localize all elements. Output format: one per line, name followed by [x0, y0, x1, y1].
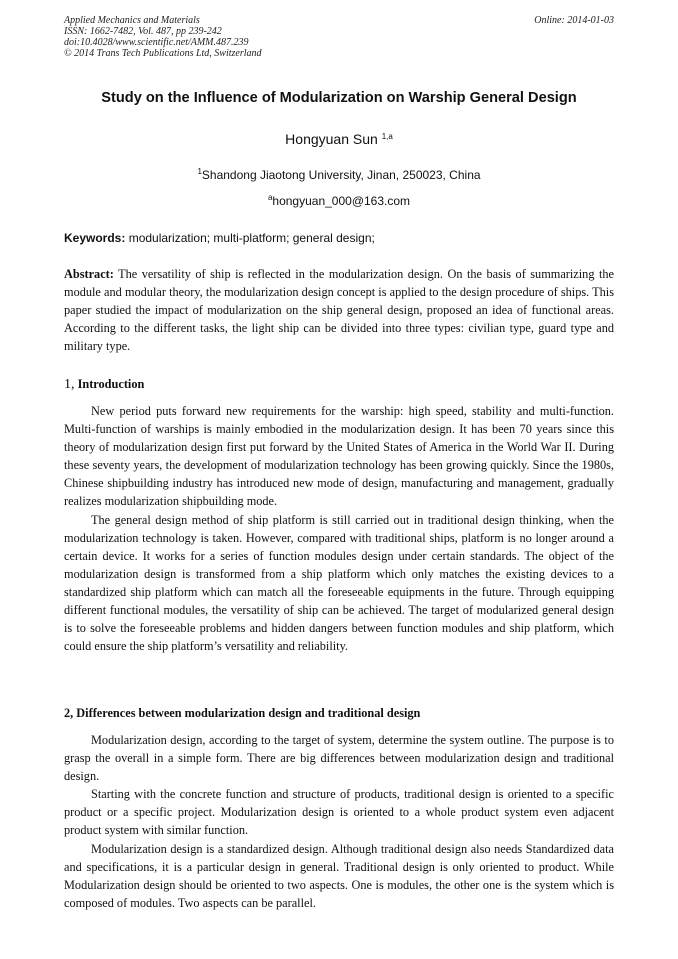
abstract-text: The versatility of ship is reflected in the modularization design. On the basis of summarizing the module and modular theory, the modularization design concept is applied to the design procedure of ships. This paper studied the impact of modularization on the ship general design, proposed an idea of functional areas. According to the different tasks, the light ship can be divided into three types: civilian type, guard type and military type.	[64, 267, 614, 354]
journal-name: Applied Mechanics and Materials	[64, 15, 200, 26]
section-2-body	[64, 731, 614, 912]
keywords-text: modularization; multi-platform; general design;	[128, 231, 375, 245]
author-marks: 1,a	[381, 132, 393, 141]
journal-issn: ISSN: 1662-7482, Vol. 487, pp 239-242	[64, 26, 222, 37]
journal-header	[64, 15, 262, 59]
author-name: Hongyuan Sun	[285, 131, 378, 147]
section-2-paragraph: Modularization design is a standardized design. Although traditional design also needs Standardized data and specifications, it is a particular design in general. Traditional design is only oriented to product. While Modularization design should be oriented to two aspects. One is modules, the other one is the system which is composed of modules. Two aspects can be parallel.	[64, 841, 614, 910]
email-line	[40, 193, 638, 208]
journal-doi[interactable]: doi:10.4028/www.scientific.net/AMM.487.239	[64, 37, 249, 48]
section-2-heading: 2, Differences between modularization design and traditional design	[64, 706, 421, 720]
abstract	[64, 265, 614, 355]
author-line	[40, 131, 638, 147]
section-1-heading	[64, 377, 144, 393]
journal-copyright: © 2014 Trans Tech Publications Ltd, Switzerland	[64, 48, 262, 59]
email-mark: a	[267, 193, 273, 202]
section-1-paragraph: New period puts forward new requirements for the warship: high speed, stability and multi-function. Multi-function of warships is mainly embodied in the modularization design. It has been 70 years since this theory of modularization design first put forward by the United States of America in the World War II. During these seventy years, the development of modularization technology has been growing quickly. Since the 1980s, Chinese shipbuilding industry has introduced new mode of design, manufacturing and management, gradually realizes modularization shipbuilding mode.	[64, 404, 614, 509]
online-date: Online: 2014-01-03	[534, 15, 614, 26]
section-1-number: 1,	[64, 377, 75, 392]
affiliation-line	[40, 167, 638, 182]
affiliation-mark: 1	[197, 167, 202, 176]
paper-title: Study on the Influence of Modularization on Warship General Design	[101, 90, 577, 106]
keywords-line	[64, 231, 616, 245]
email-address[interactable]: hongyuan_000@163.com	[272, 194, 411, 208]
section-1-paragraph: The general design method of ship platform is still carried out in traditional design thinking, when the modularization technology is taken. However, compared with traditional ships, platform is no longer around a certain device. It works for a series of function modules design under certain standards. The object of the modularization design is transformed from a ship platform which only matches the existing devices to a standardized ship platform which can match all the foreseeable equipments in the future. Through equipping different functional modules, the versatility of ship can be achieved. The target of modularized general design is to solve the foreseeable problems and hidden dangers between function modules and ship platform, which could ensure the ship platform’s versatility and reliability.	[64, 512, 614, 654]
section-1-body	[64, 402, 614, 655]
keywords-label: Keywords:	[64, 231, 126, 245]
section-2-paragraph: Starting with the concrete function and structure of products, traditional design is oriented to a specific product or a specific project. Modularization design is oriented to a whole product system even adjacent product system with similar function.	[64, 787, 614, 838]
section-1-title: Introduction	[77, 377, 145, 391]
abstract-label: Abstract:	[64, 267, 114, 281]
affiliation-text: Shandong Jiaotong University, Jinan, 250023, China	[201, 168, 481, 182]
section-2-paragraph: Modularization design, according to the target of system, determine the system outline. The purpose is to grasp the overall in a simple form. There are big differences between modularization design and traditional design.	[64, 733, 614, 784]
